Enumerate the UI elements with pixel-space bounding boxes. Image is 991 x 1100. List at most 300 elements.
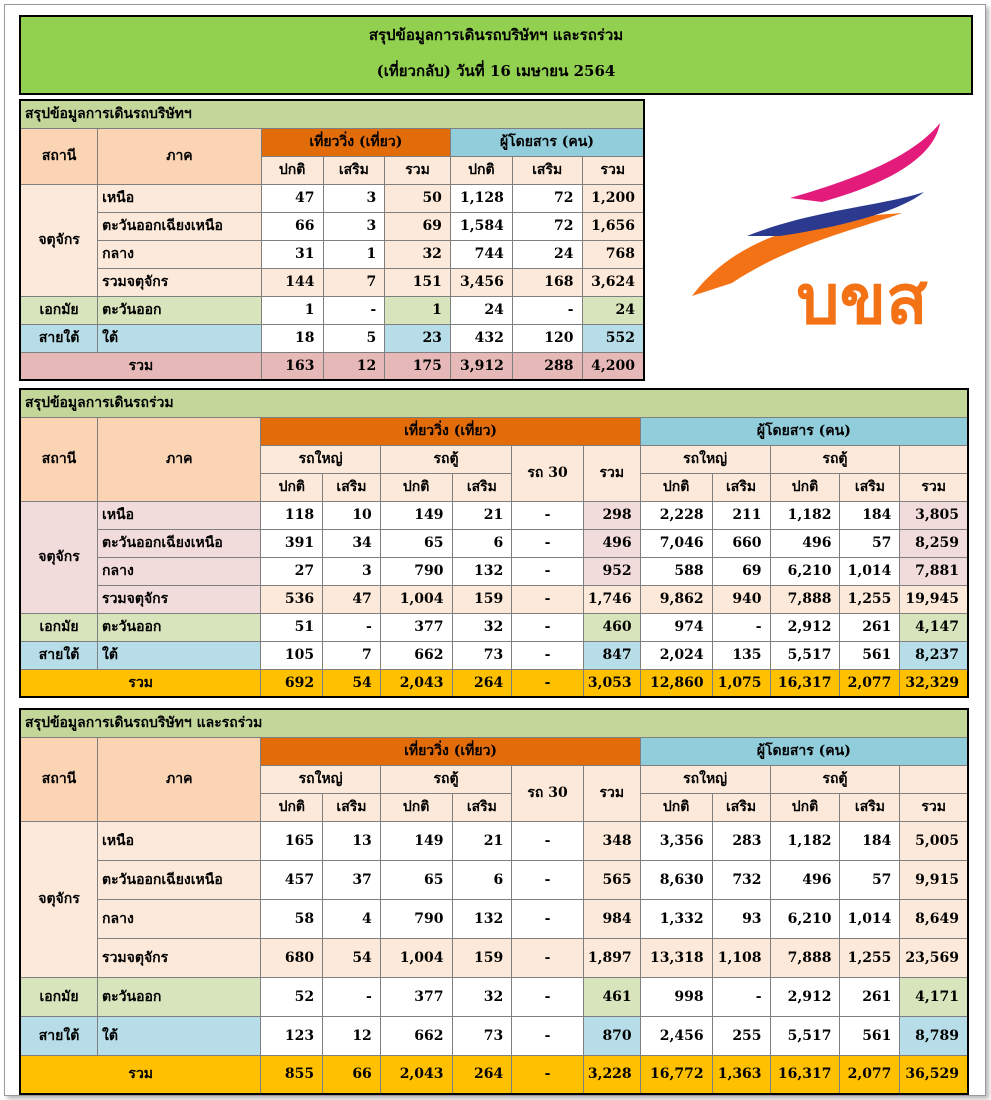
header-van: รถตู้ bbox=[770, 445, 900, 473]
header-region: ภาค bbox=[98, 128, 262, 184]
value-cell: 6,210 bbox=[770, 557, 840, 585]
value-cell: 261 bbox=[840, 613, 900, 641]
value-cell: 73 bbox=[452, 1016, 512, 1055]
table-row bbox=[20, 977, 968, 1016]
total-label: รวม bbox=[20, 669, 261, 697]
value-cell: 66 bbox=[261, 212, 323, 240]
value-cell: 561 bbox=[840, 1016, 900, 1055]
region-cell: ตะวันออกเฉียงเหนือ bbox=[98, 529, 261, 557]
value-cell: - bbox=[512, 613, 584, 641]
value-cell: 496 bbox=[583, 529, 640, 557]
value-cell: 1,584 bbox=[450, 212, 512, 240]
value-cell: 184 bbox=[840, 821, 900, 860]
region-cell: กลาง bbox=[98, 557, 261, 585]
total-value-cell: 264 bbox=[452, 669, 512, 697]
value-cell: - bbox=[323, 977, 381, 1016]
value-cell: - bbox=[512, 938, 584, 977]
header-bus: รถใหญ่ bbox=[640, 765, 770, 793]
region-cell: กลาง bbox=[98, 899, 261, 938]
region-cell: ตะวันออกเฉียงเหนือ bbox=[98, 860, 261, 899]
value-cell: 34 bbox=[323, 529, 381, 557]
value-cell: 391 bbox=[261, 529, 323, 557]
bks-logo bbox=[672, 118, 952, 338]
value-cell: 159 bbox=[452, 585, 512, 613]
table-row bbox=[20, 501, 968, 529]
total-value-cell: 54 bbox=[323, 669, 381, 697]
value-cell: 93 bbox=[712, 899, 770, 938]
value-cell: 144 bbox=[261, 268, 323, 296]
value-cell: 73 bbox=[452, 641, 512, 669]
table-row bbox=[20, 268, 644, 296]
header-bus: รถใหญ่ bbox=[640, 445, 770, 473]
value-cell: 18 bbox=[261, 324, 323, 352]
table-row bbox=[20, 240, 644, 268]
header-normal: ปกติ bbox=[770, 473, 840, 501]
value-cell: 2,024 bbox=[640, 641, 712, 669]
value-cell: 1,255 bbox=[840, 585, 900, 613]
total-value-cell: 3,053 bbox=[583, 669, 640, 697]
header-normal: ปกติ bbox=[450, 156, 512, 184]
value-cell: 7 bbox=[323, 641, 381, 669]
header-normal: ปกติ bbox=[770, 793, 840, 821]
value-cell: 52 bbox=[261, 977, 323, 1016]
value-cell: 3,456 bbox=[450, 268, 512, 296]
value-cell: 149 bbox=[380, 501, 452, 529]
value-cell: 847 bbox=[583, 641, 640, 669]
value-cell: 151 bbox=[385, 268, 451, 296]
value-cell: - bbox=[512, 557, 584, 585]
value-cell: 1,897 bbox=[583, 938, 640, 977]
value-cell: 32 bbox=[452, 977, 512, 1016]
total-value-cell: 2,043 bbox=[380, 1055, 452, 1094]
value-cell: 65 bbox=[380, 860, 452, 899]
header-van: รถตู้ bbox=[770, 765, 900, 793]
region-cell: ตะวันออกเฉียงเหนือ bbox=[98, 212, 262, 240]
value-cell: 348 bbox=[583, 821, 640, 860]
header-total: รวม bbox=[900, 793, 968, 821]
region-cell: ใต้ bbox=[98, 641, 261, 669]
header-extra: เสริม bbox=[840, 473, 900, 501]
total-row bbox=[20, 1055, 968, 1094]
value-cell: 255 bbox=[712, 1016, 770, 1055]
table-row bbox=[20, 938, 968, 977]
header-total: รวม bbox=[582, 156, 644, 184]
value-cell: 460 bbox=[583, 613, 640, 641]
station-cell: เอกมัย bbox=[20, 613, 98, 641]
value-cell: 1,108 bbox=[712, 938, 770, 977]
total-value-cell: 32,329 bbox=[900, 669, 968, 697]
value-cell: - bbox=[512, 529, 584, 557]
header-extra: เสริม bbox=[452, 473, 512, 501]
value-cell: 940 bbox=[712, 585, 770, 613]
value-cell: 974 bbox=[640, 613, 712, 641]
value-cell: 496 bbox=[770, 529, 840, 557]
station-cell: สายใต้ bbox=[20, 641, 98, 669]
value-cell: 1 bbox=[323, 240, 385, 268]
value-cell: 7,888 bbox=[770, 938, 840, 977]
station-cell: จตุจักร bbox=[20, 184, 98, 296]
value-cell: 261 bbox=[840, 977, 900, 1016]
total-value-cell: 12 bbox=[323, 352, 385, 380]
region-cell: ตะวันออก bbox=[98, 613, 261, 641]
value-cell: 47 bbox=[323, 585, 381, 613]
total-value-cell: 288 bbox=[512, 352, 582, 380]
table-row bbox=[20, 821, 968, 860]
region-cell: ใต้ bbox=[98, 324, 262, 352]
value-cell: 283 bbox=[712, 821, 770, 860]
value-cell: 23 bbox=[385, 324, 451, 352]
value-cell: 3,356 bbox=[640, 821, 712, 860]
value-cell: 2,912 bbox=[770, 613, 840, 641]
value-cell: 118 bbox=[261, 501, 323, 529]
value-cell: 1 bbox=[385, 296, 451, 324]
total-value-cell: 163 bbox=[261, 352, 323, 380]
region-cell: ใต้ bbox=[98, 1016, 261, 1055]
value-cell: 3,624 bbox=[582, 268, 644, 296]
header-total: รวม bbox=[583, 445, 640, 501]
total-value-cell: 692 bbox=[261, 669, 323, 697]
combined-table bbox=[19, 708, 969, 1095]
value-cell: - bbox=[323, 613, 381, 641]
value-cell: 27 bbox=[261, 557, 323, 585]
value-cell: 1,014 bbox=[840, 557, 900, 585]
value-cell: 4,171 bbox=[900, 977, 968, 1016]
table-row bbox=[20, 529, 968, 557]
header-bus: รถใหญ่ bbox=[261, 765, 380, 793]
value-cell: 13 bbox=[323, 821, 381, 860]
value-cell: 184 bbox=[840, 501, 900, 529]
value-cell: 732 bbox=[712, 860, 770, 899]
value-cell: 24 bbox=[582, 296, 644, 324]
header-normal: ปกติ bbox=[380, 793, 452, 821]
total-value-cell: 3,228 bbox=[583, 1055, 640, 1094]
header-passengers: ผู้โดยสาร (คน) bbox=[640, 417, 968, 445]
region-cell: เหนือ bbox=[98, 821, 261, 860]
company-table bbox=[19, 99, 645, 381]
header-r30: รถ 30 bbox=[512, 445, 584, 501]
header-blank bbox=[900, 445, 968, 473]
value-cell: 8,259 bbox=[900, 529, 968, 557]
value-cell: 457 bbox=[261, 860, 323, 899]
value-cell: 377 bbox=[380, 977, 452, 1016]
value-cell: 2,456 bbox=[640, 1016, 712, 1055]
header-extra: เสริม bbox=[323, 473, 381, 501]
total-row bbox=[20, 669, 968, 697]
total-value-cell: 264 bbox=[452, 1055, 512, 1094]
value-cell: 51 bbox=[261, 613, 323, 641]
total-value-cell: 16,772 bbox=[640, 1055, 712, 1094]
region-cell: รวมจตุจักร bbox=[98, 268, 262, 296]
total-label: รวม bbox=[20, 1055, 261, 1094]
header-total: รวม bbox=[385, 156, 451, 184]
value-cell: 660 bbox=[712, 529, 770, 557]
station-cell: สายใต้ bbox=[20, 1016, 98, 1055]
total-value-cell: 1,075 bbox=[712, 669, 770, 697]
value-cell: 870 bbox=[583, 1016, 640, 1055]
value-cell: 12 bbox=[323, 1016, 381, 1055]
table-row bbox=[20, 324, 644, 352]
value-cell: 24 bbox=[512, 240, 582, 268]
value-cell: 1,255 bbox=[840, 938, 900, 977]
value-cell: 211 bbox=[712, 501, 770, 529]
value-cell: 72 bbox=[512, 212, 582, 240]
value-cell: 31 bbox=[261, 240, 323, 268]
station-cell: จตุจักร bbox=[20, 501, 98, 613]
value-cell: - bbox=[512, 296, 582, 324]
value-cell: 8,789 bbox=[900, 1016, 968, 1055]
value-cell: 4,147 bbox=[900, 613, 968, 641]
value-cell: 21 bbox=[452, 821, 512, 860]
table-row bbox=[20, 212, 644, 240]
value-cell: 8,630 bbox=[640, 860, 712, 899]
header-extra: เสริม bbox=[452, 793, 512, 821]
header-extra: เสริม bbox=[712, 473, 770, 501]
value-cell: 47 bbox=[261, 184, 323, 212]
region-cell: ตะวันออก bbox=[98, 296, 262, 324]
value-cell: 168 bbox=[512, 268, 582, 296]
value-cell: 105 bbox=[261, 641, 323, 669]
value-cell: 7,881 bbox=[900, 557, 968, 585]
value-cell: 1,200 bbox=[582, 184, 644, 212]
total-label: รวม bbox=[20, 352, 261, 380]
value-cell: 7 bbox=[323, 268, 385, 296]
value-cell: 662 bbox=[380, 641, 452, 669]
value-cell: 149 bbox=[380, 821, 452, 860]
value-cell: 72 bbox=[512, 184, 582, 212]
value-cell: 5,517 bbox=[770, 641, 840, 669]
value-cell: 54 bbox=[323, 938, 381, 977]
region-cell: เหนือ bbox=[98, 501, 261, 529]
value-cell: 5,517 bbox=[770, 1016, 840, 1055]
header-region: ภาค bbox=[98, 417, 261, 501]
header-station: สถานี bbox=[20, 128, 98, 184]
logo-magenta-swoosh bbox=[790, 123, 940, 202]
total-value-cell: 1,363 bbox=[712, 1055, 770, 1094]
value-cell: 680 bbox=[261, 938, 323, 977]
value-cell: 9,862 bbox=[640, 585, 712, 613]
value-cell: 6 bbox=[452, 529, 512, 557]
table-row bbox=[20, 585, 968, 613]
value-cell: 1,746 bbox=[583, 585, 640, 613]
value-cell: 32 bbox=[452, 613, 512, 641]
value-cell: 132 bbox=[452, 557, 512, 585]
value-cell: 6 bbox=[452, 860, 512, 899]
value-cell: 21 bbox=[452, 501, 512, 529]
value-cell: 1,656 bbox=[582, 212, 644, 240]
value-cell: 5,005 bbox=[900, 821, 968, 860]
value-cell: 24 bbox=[450, 296, 512, 324]
table-row bbox=[20, 557, 968, 585]
value-cell: 432 bbox=[450, 324, 512, 352]
value-cell: 998 bbox=[640, 977, 712, 1016]
header-blank bbox=[900, 765, 968, 793]
value-cell: 744 bbox=[450, 240, 512, 268]
region-cell: รวมจตุจักร bbox=[98, 938, 261, 977]
header-trips: เที่ยววิ่ง (เที่ยว) bbox=[261, 417, 640, 445]
total-value-cell: 3,912 bbox=[450, 352, 512, 380]
value-cell: 2,228 bbox=[640, 501, 712, 529]
value-cell: 561 bbox=[840, 641, 900, 669]
value-cell: 5 bbox=[323, 324, 385, 352]
total-value-cell: 16,317 bbox=[770, 1055, 840, 1094]
value-cell: 298 bbox=[583, 501, 640, 529]
total-value-cell: 2,043 bbox=[380, 669, 452, 697]
station-cell: เอกมัย bbox=[20, 296, 98, 324]
value-cell: 1,004 bbox=[380, 585, 452, 613]
header-bus: รถใหญ่ bbox=[261, 445, 380, 473]
value-cell: - bbox=[512, 977, 584, 1016]
total-row bbox=[20, 352, 644, 380]
header-r30: รถ 30 bbox=[512, 765, 584, 821]
header-normal: ปกติ bbox=[261, 473, 323, 501]
total-value-cell: 16,317 bbox=[770, 669, 840, 697]
table-row bbox=[20, 641, 968, 669]
value-cell: - bbox=[512, 641, 584, 669]
value-cell: 790 bbox=[380, 899, 452, 938]
header-total: รวม bbox=[583, 765, 640, 821]
report-banner bbox=[19, 15, 973, 95]
value-cell: 69 bbox=[385, 212, 451, 240]
value-cell: - bbox=[712, 613, 770, 641]
value-cell: 65 bbox=[380, 529, 452, 557]
total-value-cell: - bbox=[512, 669, 584, 697]
header-extra: เสริม bbox=[712, 793, 770, 821]
header-normal: ปกติ bbox=[640, 473, 712, 501]
value-cell: 565 bbox=[583, 860, 640, 899]
header-normal: ปกติ bbox=[261, 793, 323, 821]
header-normal: ปกติ bbox=[640, 793, 712, 821]
value-cell: 7,888 bbox=[770, 585, 840, 613]
value-cell: 790 bbox=[380, 557, 452, 585]
header-van: รถตู้ bbox=[380, 765, 511, 793]
value-cell: 6,210 bbox=[770, 899, 840, 938]
value-cell: 984 bbox=[583, 899, 640, 938]
value-cell: 13,318 bbox=[640, 938, 712, 977]
partner-table bbox=[19, 388, 969, 698]
header-passengers: ผู้โดยสาร (คน) bbox=[450, 128, 644, 156]
value-cell: 32 bbox=[385, 240, 451, 268]
report-subtitle: (เที่ยวกลับ) วันที่ 16 เมษายน 2564 bbox=[376, 62, 616, 80]
station-cell: สายใต้ bbox=[20, 324, 98, 352]
value-cell: 23,569 bbox=[900, 938, 968, 977]
partner-table-title: สรุปข้อมูลการเดินรถร่วม bbox=[20, 389, 968, 417]
value-cell: 69 bbox=[712, 557, 770, 585]
header-trips: เที่ยววิ่ง (เที่ยว) bbox=[261, 737, 640, 765]
value-cell: 1,182 bbox=[770, 821, 840, 860]
value-cell: 8,237 bbox=[900, 641, 968, 669]
table-row bbox=[20, 613, 968, 641]
value-cell: - bbox=[512, 899, 584, 938]
value-cell: - bbox=[512, 501, 584, 529]
header-van: รถตู้ bbox=[380, 445, 511, 473]
header-normal: ปกติ bbox=[261, 156, 323, 184]
total-value-cell: 36,529 bbox=[900, 1055, 968, 1094]
header-extra: เสริม bbox=[512, 156, 582, 184]
region-cell: กลาง bbox=[98, 240, 262, 268]
value-cell: 123 bbox=[261, 1016, 323, 1055]
value-cell: 1,004 bbox=[380, 938, 452, 977]
value-cell: 10 bbox=[323, 501, 381, 529]
value-cell: 496 bbox=[770, 860, 840, 899]
value-cell: 662 bbox=[380, 1016, 452, 1055]
value-cell: 3 bbox=[323, 557, 381, 585]
value-cell: 3 bbox=[323, 212, 385, 240]
table-row bbox=[20, 899, 968, 938]
value-cell: 1,014 bbox=[840, 899, 900, 938]
total-value-cell: 2,077 bbox=[840, 669, 900, 697]
value-cell: 588 bbox=[640, 557, 712, 585]
value-cell: 135 bbox=[712, 641, 770, 669]
header-extra: เสริม bbox=[323, 793, 381, 821]
company-table-title: สรุปข้อมูลการเดินรถบริษัทฯ bbox=[20, 100, 644, 128]
value-cell: 1,182 bbox=[770, 501, 840, 529]
value-cell: 159 bbox=[452, 938, 512, 977]
value-cell: 377 bbox=[380, 613, 452, 641]
value-cell: 952 bbox=[583, 557, 640, 585]
region-cell: ตะวันออก bbox=[98, 977, 261, 1016]
header-total: รวม bbox=[900, 473, 968, 501]
value-cell: 120 bbox=[512, 324, 582, 352]
value-cell: - bbox=[512, 1016, 584, 1055]
total-value-cell: 66 bbox=[323, 1055, 381, 1094]
value-cell: 19,945 bbox=[900, 585, 968, 613]
header-trips: เที่ยววิ่ง (เที่ยว) bbox=[261, 128, 450, 156]
logo-text: บขส bbox=[796, 261, 928, 338]
table-row bbox=[20, 296, 644, 324]
value-cell: 3,805 bbox=[900, 501, 968, 529]
region-cell: รวมจตุจักร bbox=[98, 585, 261, 613]
value-cell: 3 bbox=[323, 184, 385, 212]
report-title: สรุปข้อมูลการเดินรถบริษัทฯ และรถร่วม bbox=[368, 26, 624, 44]
total-value-cell: 175 bbox=[385, 352, 451, 380]
table-row bbox=[20, 184, 644, 212]
value-cell: - bbox=[712, 977, 770, 1016]
table-row bbox=[20, 860, 968, 899]
value-cell: - bbox=[323, 296, 385, 324]
station-cell: จตุจักร bbox=[20, 821, 98, 977]
value-cell: 1,332 bbox=[640, 899, 712, 938]
value-cell: 2,912 bbox=[770, 977, 840, 1016]
header-extra: เสริม bbox=[323, 156, 385, 184]
value-cell: 7,046 bbox=[640, 529, 712, 557]
value-cell: - bbox=[512, 585, 584, 613]
value-cell: 37 bbox=[323, 860, 381, 899]
total-value-cell: 4,200 bbox=[582, 352, 644, 380]
value-cell: 1 bbox=[261, 296, 323, 324]
value-cell: 58 bbox=[261, 899, 323, 938]
value-cell: - bbox=[512, 860, 584, 899]
header-extra: เสริม bbox=[840, 793, 900, 821]
value-cell: - bbox=[512, 821, 584, 860]
value-cell: 132 bbox=[452, 899, 512, 938]
value-cell: 50 bbox=[385, 184, 451, 212]
value-cell: 165 bbox=[261, 821, 323, 860]
table-row bbox=[20, 1016, 968, 1055]
value-cell: 552 bbox=[582, 324, 644, 352]
header-station: สถานี bbox=[20, 737, 98, 821]
header-region: ภาค bbox=[98, 737, 261, 821]
total-value-cell: - bbox=[512, 1055, 584, 1094]
total-value-cell: 12,860 bbox=[640, 669, 712, 697]
combined-table-title: สรุปข้อมูลการเดินรถบริษัทฯ และรถร่วม bbox=[20, 709, 968, 737]
total-value-cell: 2,077 bbox=[840, 1055, 900, 1094]
value-cell: 9,915 bbox=[900, 860, 968, 899]
region-cell: เหนือ bbox=[98, 184, 262, 212]
value-cell: 536 bbox=[261, 585, 323, 613]
header-passengers: ผู้โดยสาร (คน) bbox=[640, 737, 968, 765]
header-station: สถานี bbox=[20, 417, 98, 501]
value-cell: 57 bbox=[840, 860, 900, 899]
